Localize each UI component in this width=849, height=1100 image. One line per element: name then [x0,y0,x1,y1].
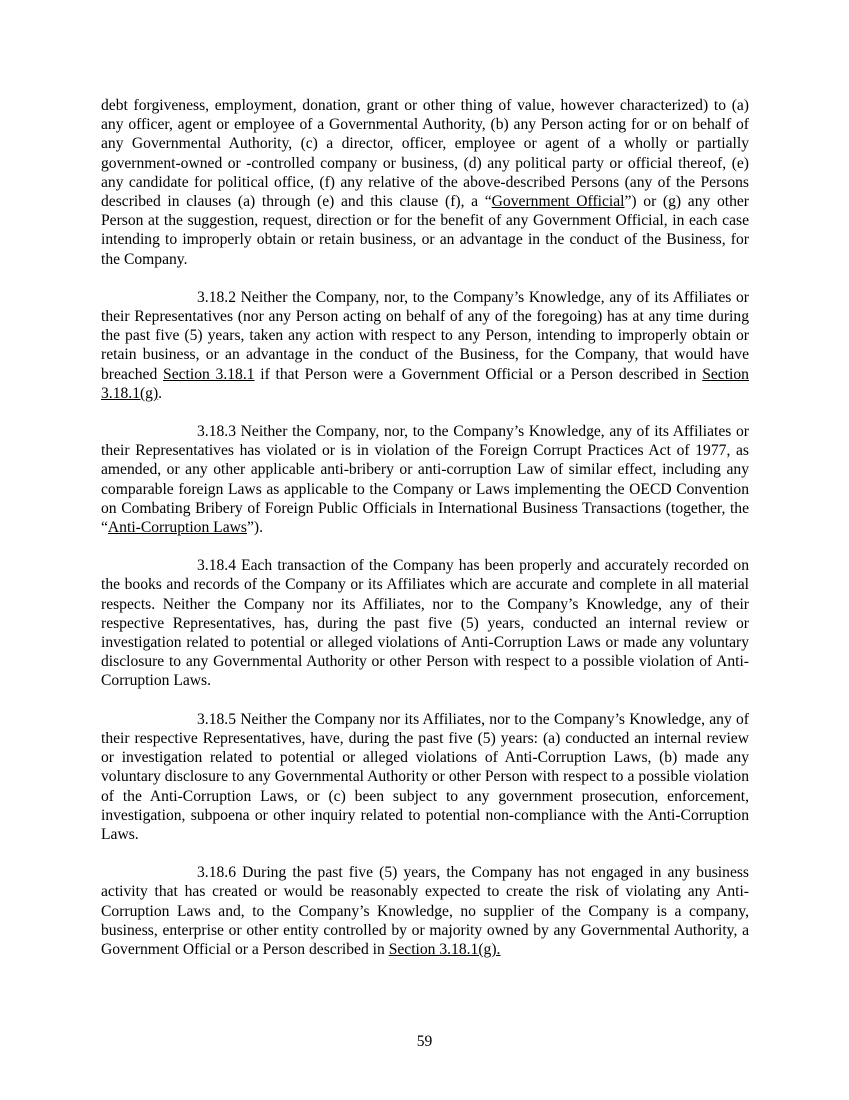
paragraph-text: 3.18.6 During the past five (5) years, the Company has not engaged in any business activity that has created or would be reasonably expected to create the risk of violating any Anti-Corruption Laws and, to the Company’s Knowledge, no supplier of the Company is a company, business, enterprise or other entity controlled by or majority owned by any Governmental Authority, a Government Official or a Person described in [101,864,749,958]
paragraph-text: debt forgiveness, employment, donation, grant or other thing of value, however characterized) to (a) any officer, agent or employee of a Governmental Authority, (b) any Person acting for or on behalf of any Governmental Authority, (c) a director, officer, employee or agent of a wholly or partially government-owned or -controlled company or business, (d) any political party or official thereof, (e) any candidate for political office, (f) any relative of the above-described Persons (any of the Persons described in clauses (a) through (e) and this clause (f), a “ [101,97,749,211]
section-3-18-4 [101,556,749,690]
cross-reference-section-3-18-1-g: Section 3.18.1(g) [101,365,749,402]
section-3-18-6 [101,863,749,959]
paragraph-text: if that Person were a Government Official or a Person described in [254,365,703,383]
cross-reference-section-3-18-1: Section 3.18.1 [163,365,255,383]
document-body [101,96,749,978]
paragraph-continuation [101,96,749,269]
section-3-18-5 [101,710,749,844]
paragraph-text: 3.18.4 Each transaction of the Company has been properly and accurately recorded on the books and records of the Company or its Affiliates which are accurate and complete in all material respects. Neither the Company nor its Affiliates, nor to the Company’s Knowledge, any of their respective Representatives, has, during the past five (5) years, conducted an internal review or investigation related to potential or alleged violations of Anti-Corruption Laws or made any voluntary disclosure to any Governmental Authority or other Person with respect to a possible violation of Anti-Corruption Laws. [101,557,749,690]
defined-term-government-official: Government Official [491,193,625,211]
paragraph-text: . [158,384,163,402]
paragraph-text: ”) or (g) any other Person at the suggestion, request, direction or for the benefit of any Government Official, in each case intending to improperly obtain or retain business, or an advantage in the conduct of the Business, for the Company. [101,193,749,268]
paragraph-text: 3.18.3 Neither the Company, nor, to the Company’s Knowledge, any of its Affiliates or their Representatives has violated or is in violation of the Foreign Corrupt Practices Act of 1977, as amended, or any other applicable anti-bribery or anti-corruption Law of similar effect, including any comparable foreign Laws as applicable to the Company or Laws implementing the OECD Convention on Combating Bribery of Foreign Public Officials in International Business Transactions (together, the “ [101,423,749,537]
paragraph-text: ”). [246,519,263,537]
cross-reference-section-3-18-1-g: Section 3.18.1(g). [388,940,501,958]
defined-term-anti-corruption-laws: Anti-Corruption Laws [107,519,247,537]
section-3-18-3 [101,422,749,537]
page-number: 59 [416,1033,433,1050]
paragraph-text: 3.18.5 Neither the Company nor its Affiliates, nor to the Company’s Knowledge, any of their respective Representatives, have, during the past five (5) years: (a) conducted an internal review or investigation related to potential or alleged violations of Anti-Corruption Laws, (b) made any voluntary disclosure to any Governmental Authority or other Person with respect to a possible violation of the Anti-Corruption Laws, or (c) been subject to any government prosecution, enforcement, investigation, subpoena or other inquiry related to potential non-compliance with the Anti-Corruption Laws. [101,710,749,843]
paragraph-text: 3.18.2 Neither the Company, nor, to the Company’s Knowledge, any of its Affiliates or their Representatives (nor any Person acting on behalf of any of the foregoing) has at any time during the past five (5) years, taken any action with respect to any Person, intending to improperly obtain or retain business, or an advantage in the conduct of the Business, for the Company, that would have breached [101,288,749,383]
section-3-18-2 [101,288,749,403]
